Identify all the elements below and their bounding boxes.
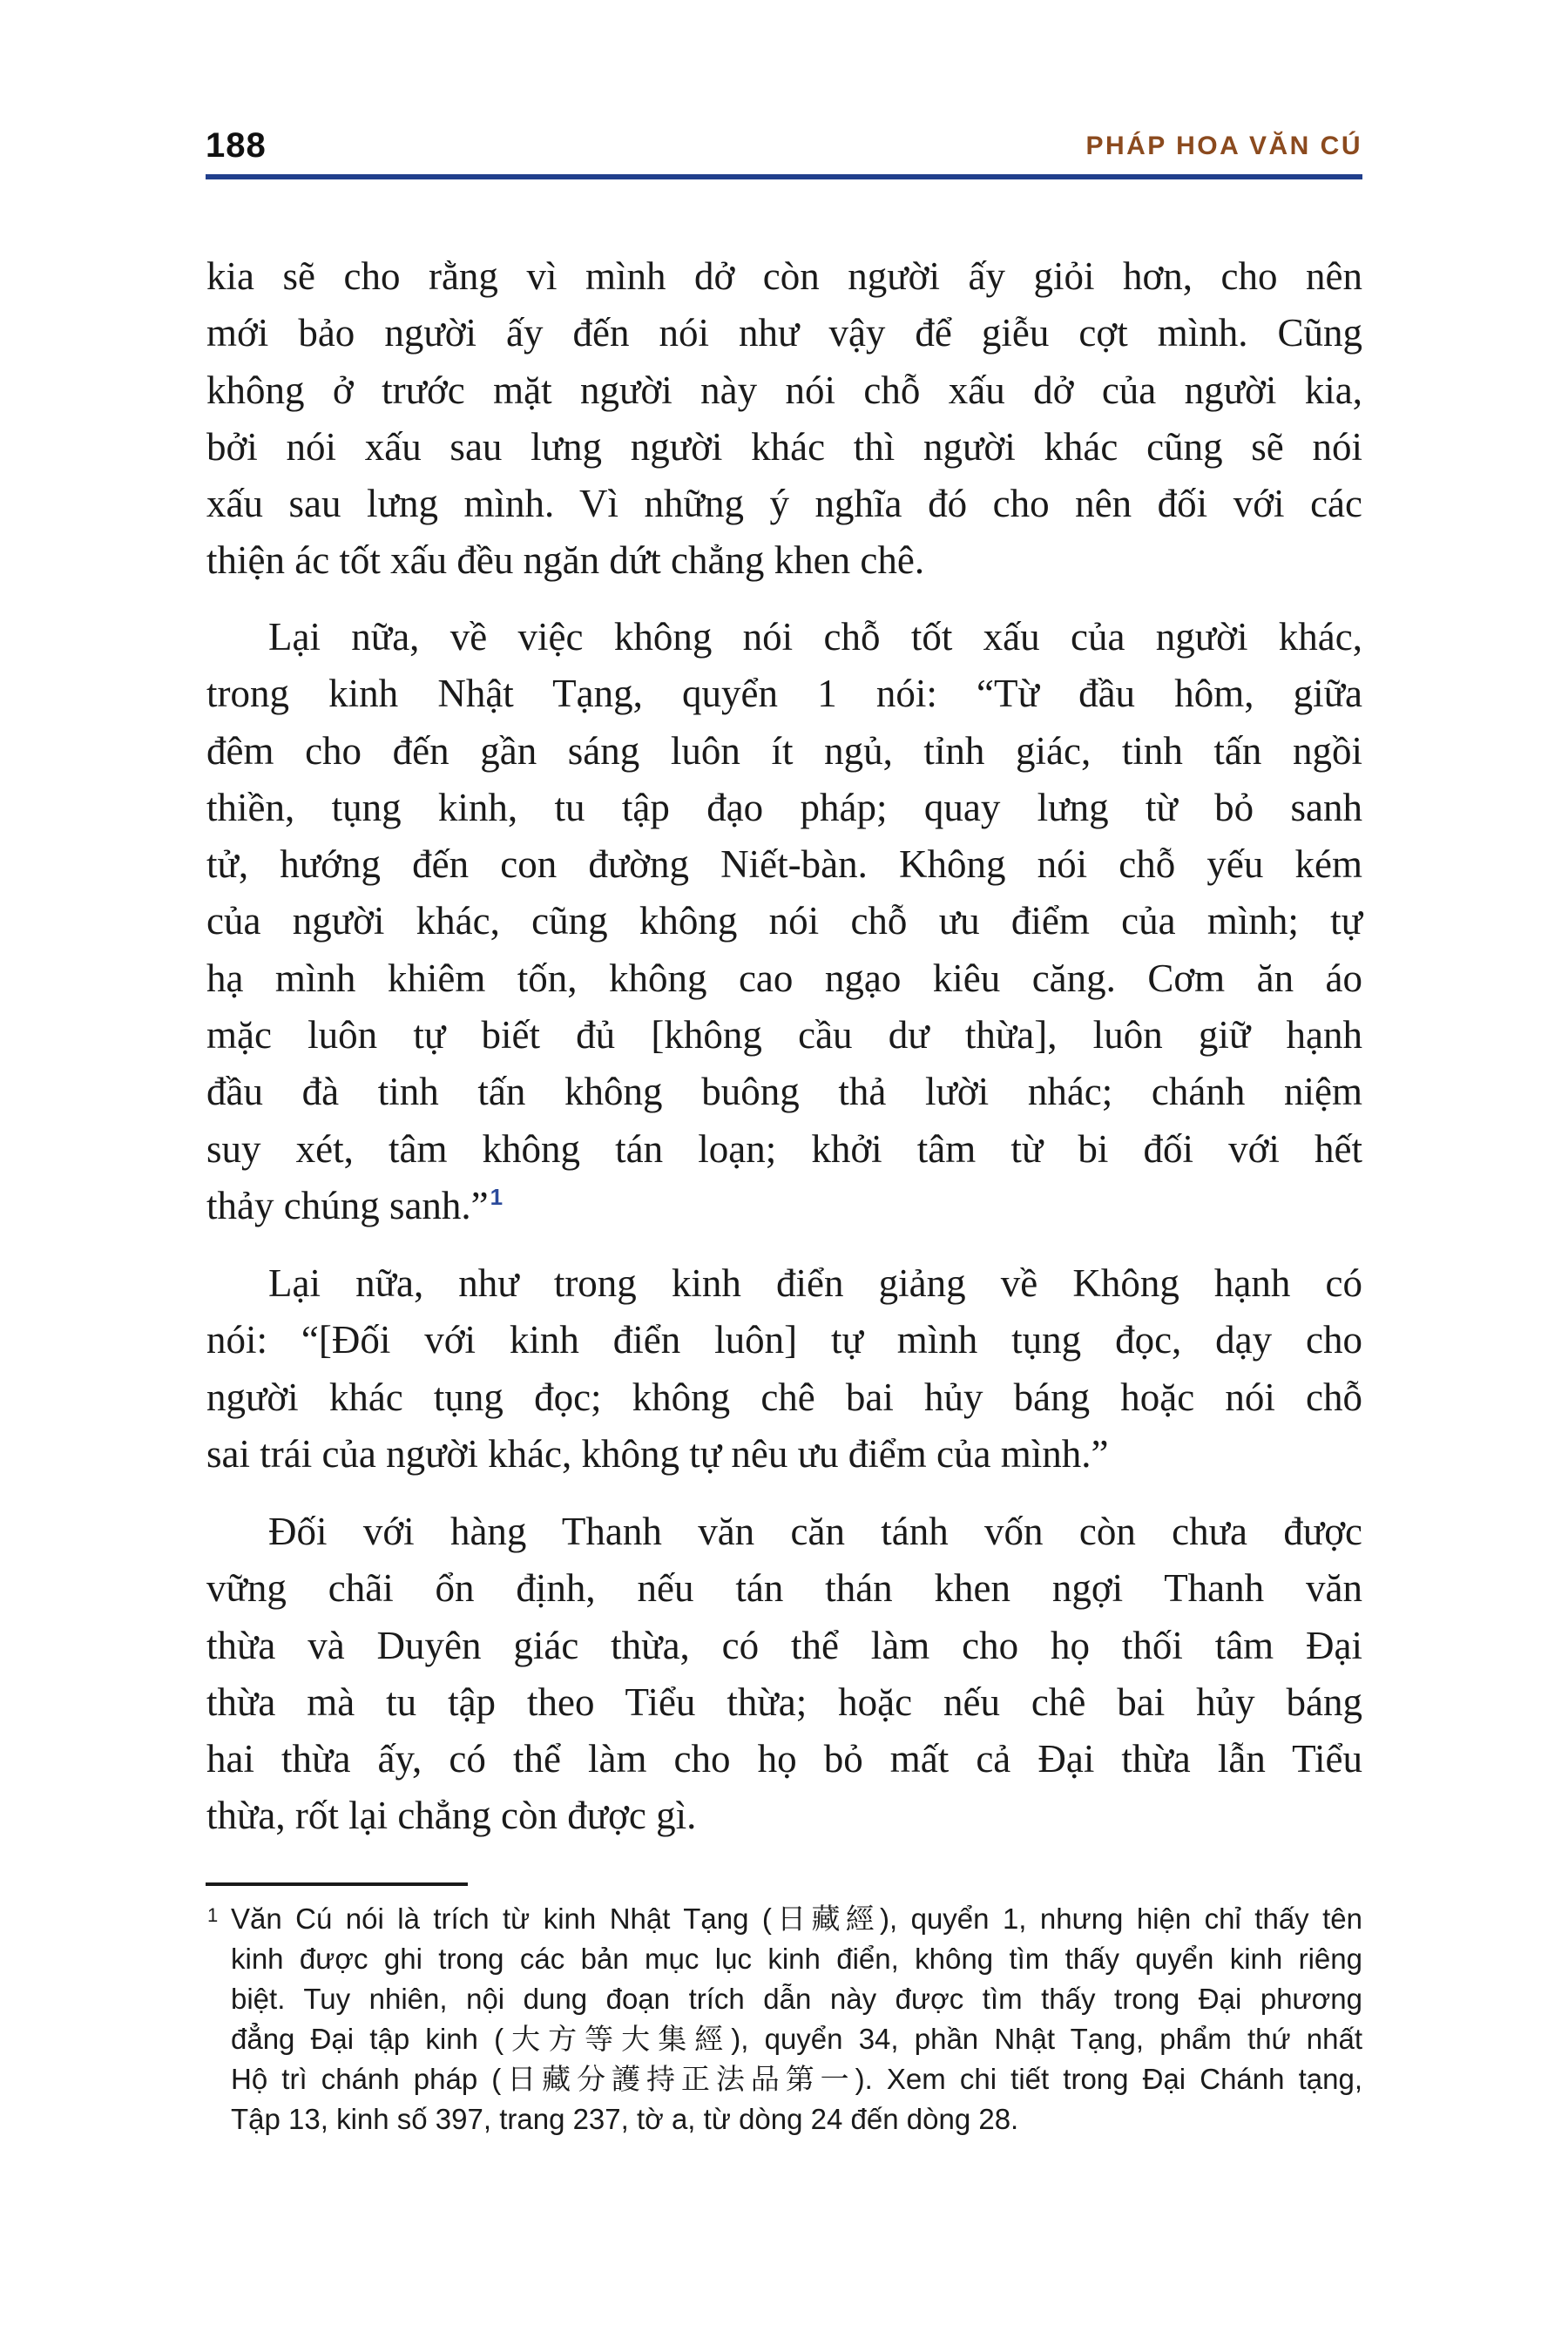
body-line: sai trái của người khác, không tự nêu ưu điểm của mình.”	[206, 1431, 1109, 1476]
body-line: hai thừa ấy, có thể làm cho họ bỏ mất cả Đại thừa lẫn Tiểu	[206, 1737, 1362, 1781]
body-paragraph-4	[206, 1504, 1362, 1845]
body-line: mặc luôn tự biết đủ [không cầu dư thừa], luôn giữ hạnh	[206, 1013, 1362, 1058]
body-line: trong kinh Nhật Tạng, quyển 1 nói: “Từ đầu hôm, giữa	[206, 672, 1362, 716]
body-line: thiện ác tốt xấu đều ngăn dứt chẳng khen chê.	[206, 538, 925, 583]
footnote-line: Tập 13, kinh số 397, trang 237, tờ a, từ dòng 24 đến dòng 28.	[231, 2103, 1019, 2135]
body-line: đêm cho đến gần sáng luôn ít ngủ, tỉnh giác, tinh tấn ngồi	[206, 728, 1362, 773]
body-paragraph-1	[206, 248, 1362, 590]
body-line: của người khác, cũng không nói chỗ ưu điểm của mình; tự	[206, 899, 1362, 943]
body-line: kia sẽ cho rằng vì mình dở còn người ấy giỏi hơn, cho nên	[206, 254, 1362, 298]
footnote-number: 1	[207, 1904, 219, 1926]
body-paragraph-2	[206, 609, 1362, 1234]
body-line: người khác tụng đọc; không chê bai hủy báng hoặc nói chỗ	[206, 1375, 1362, 1419]
footnote	[207, 1899, 1362, 2139]
body-line: đầu đà tinh tấn không buông thả lười nhác; chánh niệm	[206, 1070, 1362, 1114]
body-line: nói: “[Đối với kinh điển luôn] tự mình tụng đọc, dạy cho	[206, 1318, 1362, 1362]
footnote-line: kinh được ghi trong các bản mục lục kinh điển, không tìm thấy quyển kinh riêng	[231, 1943, 1362, 1975]
body-line: thừa mà tu tập theo Tiểu thừa; hoặc nếu chê bai hủy báng	[206, 1680, 1362, 1724]
footnote-line: Văn Cú nói là trích từ kinh Nhật Tạng (日藏經), quyển 1, nhưng hiện chỉ thấy tên	[231, 1903, 1362, 1935]
body-line: bởi nói xấu sau lưng người khác thì người khác cũng sẽ nói	[206, 424, 1362, 469]
body-paragraph-3	[206, 1255, 1362, 1483]
header-rule	[206, 174, 1362, 179]
footnote-line: đẳng Đại tập kinh (大方等大集經), quyển 34, phần Nhật Tạng, phẩm thứ nhất	[231, 2023, 1362, 2055]
footnote-line: Hộ trì chánh pháp (日藏分護持正法品第一). Xem chi tiết trong Đại Chánh tạng,	[231, 2063, 1362, 2095]
running-title: PHÁP HOA VĂN CÚ	[1085, 132, 1362, 160]
page-number: 188	[206, 126, 267, 165]
body-line: Lại nữa, như trong kinh điển giảng về Không hạnh có	[268, 1261, 1362, 1305]
body-line: mới bảo người ấy đến nói như vậy để giễu cợt mình. Cũng	[206, 311, 1362, 355]
body-line: thiền, tụng kinh, tu tập đạo pháp; quay lưng từ bỏ sanh	[206, 785, 1362, 829]
footnote-separator	[206, 1882, 468, 1886]
footnote-line: biệt. Tuy nhiên, nội dung đoạn trích dẫn này được tìm thấy trong Đại phương	[231, 1983, 1362, 2015]
body-line: hạ mình khiêm tốn, không cao ngạo kiêu căng. Cơm ăn áo	[206, 956, 1362, 1000]
body-line: thừa và Duyên giác thừa, có thể làm cho họ thối tâm Đại	[206, 1623, 1362, 1667]
body-line-text: thảy chúng sanh.”	[206, 1183, 489, 1227]
body-line-with-footnote	[206, 1178, 1362, 1234]
body-line: xấu sau lưng mình. Vì những ý nghĩa đó cho nên đối với các	[206, 482, 1362, 526]
body-line: không ở trước mặt người này nói chỗ xấu dở của người kia,	[206, 368, 1362, 412]
body-line: suy xét, tâm không tán loạn; khởi tâm từ bi đối với hết	[206, 1126, 1362, 1171]
footnote-reference[interactable]: 1	[490, 1183, 504, 1210]
body-line: Đối với hàng Thanh văn căn tánh vốn còn chưa được	[268, 1510, 1362, 1553]
body-line: vững chãi ổn định, nếu tán thán khen ngợi Thanh văn	[206, 1566, 1362, 1611]
body-line: Lại nữa, về việc không nói chỗ tốt xấu của người khác,	[268, 615, 1362, 659]
body-line: thừa, rốt lại chẳng còn được gì.	[206, 1794, 697, 1838]
body-line: tử, hướng đến con đường Niết-bàn. Không nói chỗ yếu kém	[206, 842, 1362, 887]
